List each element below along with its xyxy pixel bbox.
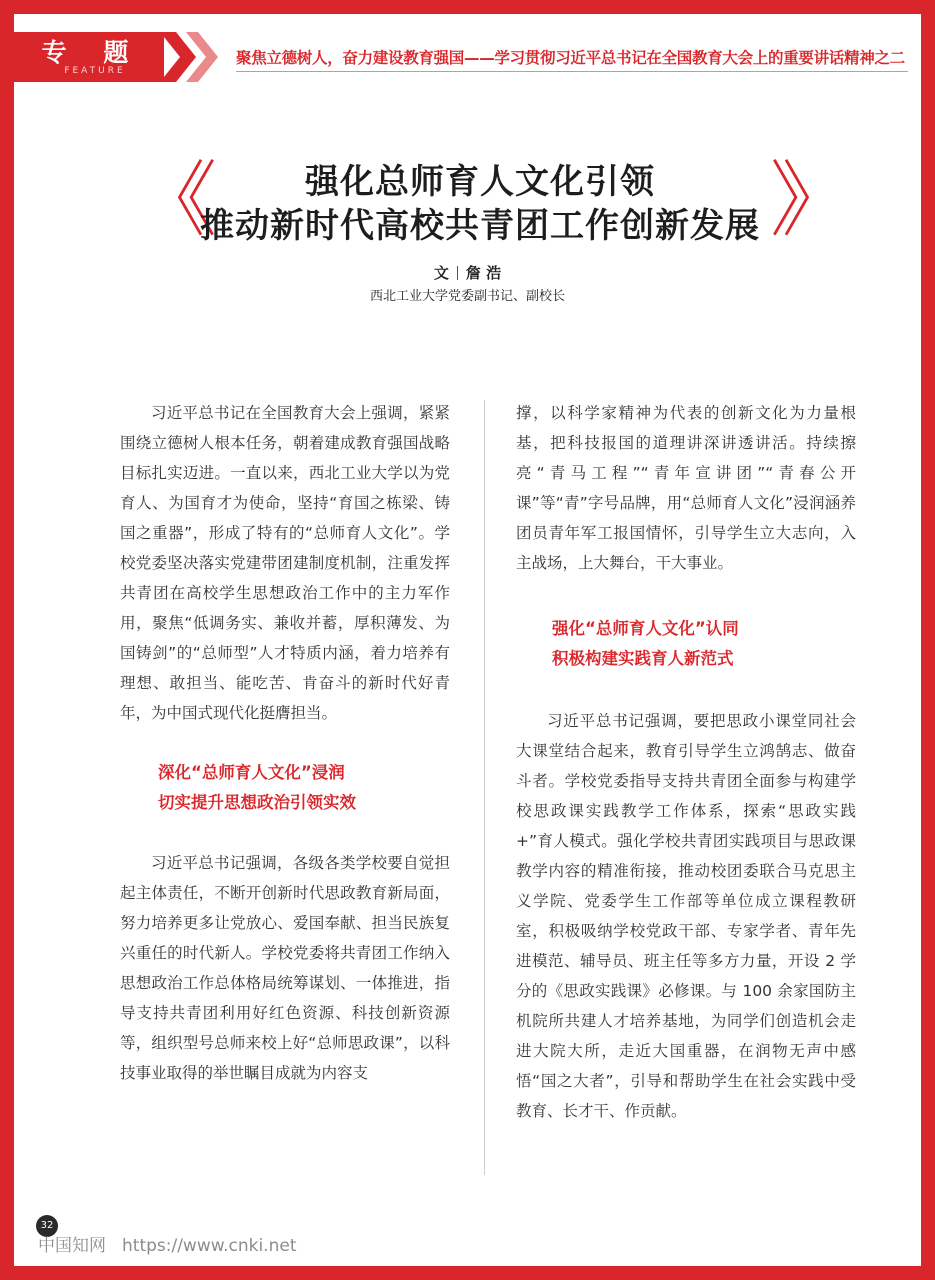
article-title-line1: 强化总师育人文化引领 xyxy=(305,162,655,202)
byline xyxy=(300,262,635,283)
title-bracket-left: 《 xyxy=(135,153,218,248)
chevron-right-icon xyxy=(160,32,230,82)
section-tag xyxy=(14,32,164,82)
watermark xyxy=(38,1231,296,1256)
byline-prefix: 文 xyxy=(433,264,449,282)
right-red-border xyxy=(921,0,935,1280)
paragraph: 撑，以科学家精神为代表的创新文化为力量根基，把科技报国的道理讲深讲透讲活。持续擦亮“青马工程”“青年宣讲团”“青春公开课”等“青”字号品牌，用“总师育人文化”浸润涵养团员青年军工报国情怀，引导学生立大志向，入主战场，上大舞台，干大事业。 xyxy=(516,404,856,572)
section-heading-line1: 深化“总师育人文化”浸润 xyxy=(158,763,345,782)
byline-separator xyxy=(457,266,458,280)
title-bracket-right: 》 xyxy=(770,153,853,248)
page-number: 32 xyxy=(36,1215,58,1237)
right-column xyxy=(516,398,856,1126)
paragraph: 习近平总书记强调，要把思政小课堂同社会大课堂结合起来，教育引导学生立鸿鹄志、做奋斗者。学校党委指导支持共青团全面参与构建学校思政课实践教学工作体系，探索“思政实践 +”育人模式。强化学校共青团实践项目与思政课教学内容的精准衔接，推动校团委联合马克思主义学院、党委学生工作部等单位成立课程教研室，积极吸纳学校党政干部、专家学者、青年先进模范、辅导员、班主任等多方力量，开设 2 学分的《思政实践课》必修课。与 100 余家国防主机院所共建人才培养基地，为同学们创造机会走进大院大所，走近大国重器，在润物无声中感悟“国之大者”，引导和帮助学生在社会实践中受教育、长才干、作贡献。 xyxy=(516,712,856,1120)
top-red-border xyxy=(0,0,935,14)
column-divider xyxy=(484,400,485,1175)
section-heading-line2: 切实提升思想政治引领实效 xyxy=(158,793,356,812)
section-sub-label: FEATURE xyxy=(64,66,126,76)
section-label: 专 题 xyxy=(41,38,143,67)
watermark-url[interactable]: https://www.cnki.net xyxy=(122,1236,297,1256)
article-title-line2: 推动新时代高校共青团工作创新发展 xyxy=(200,206,760,246)
series-title: 聚焦立德树人，奋力建设教育强国——学习贯彻习近平总书记在全国教育大会上的重要讲话精神之二 xyxy=(236,49,905,67)
section-heading-line1: 强化“总师育人文化”认同 xyxy=(552,619,739,638)
paragraph: 习近平总书记强调，各级各类学校要自觉担起主体责任，不断开创新时代思政教育新局面，努力培养更多让党放心、爱国奉献、担当民族复兴重任的时代新人。学校党委将共青团工作纳入思想政治工作总体格局统筹谋划、一体推进，指导支持共青团利用好红色资源、科技创新资源等，组织型号总师来校上好“总师思政课”，以科技事业取得的举世瞩目成就为内容支 xyxy=(120,854,450,1082)
section-heading-line2: 积极构建实践育人新范式 xyxy=(552,649,734,668)
bottom-red-border xyxy=(0,1266,935,1280)
left-red-border xyxy=(0,0,14,1280)
author-affiliation: 西北工业大学党委副书记、副校长 xyxy=(369,289,565,304)
paragraph: 习近平总书记在全国教育大会上强调，紧紧围绕立德树人根本任务，朝着建成教育强国战略目标扎实迈进。一直以来，西北工业大学以为党育人、为国育才为使命，坚持“育国之栋梁、铸国之重器”，形成了特有的“总师育人文化”。学校党委坚决落实党建带团建制度机制，注重发挥共青团在高校学生思想政治工作中的主力军作用，聚焦“低调务实、兼收并蓄，厚积薄发、为国铸剑”的“总师型”人才特质内涵，着力培养有理想、敢担当、能吃苦、肯奋斗的新时代好青年，为中国式现代化挺膺担当。 xyxy=(120,404,450,722)
watermark-site-name: 中国知网 xyxy=(38,1236,106,1256)
author-name: 詹 浩 xyxy=(465,264,502,282)
header-divider xyxy=(236,71,908,72)
left-column xyxy=(120,398,450,1088)
